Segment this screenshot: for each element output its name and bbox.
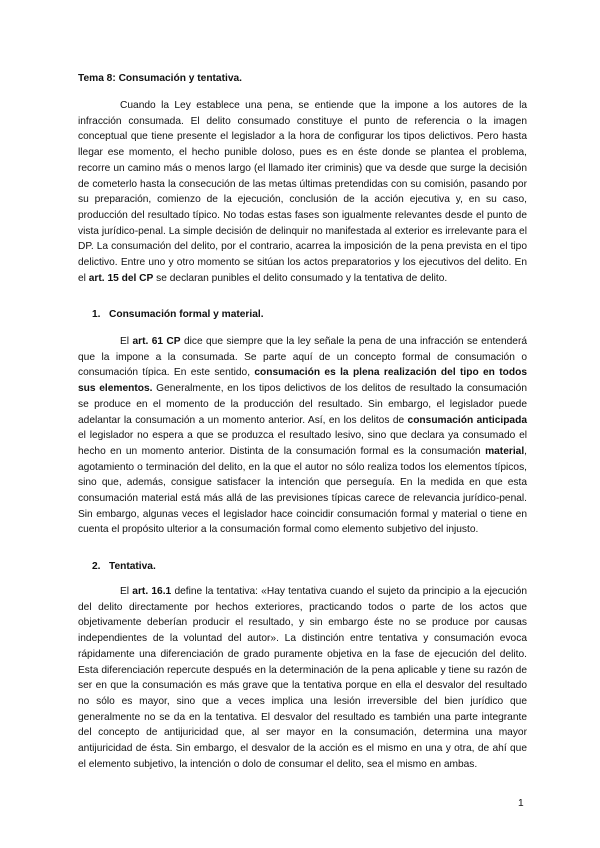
- section-2-heading: [92, 560, 156, 574]
- s1-text-4: el legislador no espera a que se produzca el resultado lesivo, sino que declara ya consumado el hecho en un momento anterior. Distinta de la consumación formal es la consumación: [78, 430, 527, 457]
- intro-bold-article-15: art. 15 del CP: [88, 272, 154, 284]
- s1-bold-definition: consumación es la plena realización del tipo en todos sus elementos.: [78, 367, 527, 395]
- intro-text-2: se declaran punibles el delito consumado y la tentativa de delito.: [153, 272, 448, 284]
- s1-bold-material: material: [485, 445, 525, 457]
- s1-bold-anticipada: consumación anticipada: [407, 414, 527, 426]
- s1-text-5: , agotamiento o terminación del delito, en la que el autor no sólo realiza todos los elementos típicos, sino que, además, consigue satisfacer la intención que perseguía. En la medida en que esta consumación material está más allá de las previsiones típicas carece de relevancia jurídico-penal. Sin embargo, algunas veces el legislador hace coincidir consumación formal y material o tiene en cuenta el propósito ulterior a la consumación formal como elemento subjetivo del injusto.: [78, 445, 527, 536]
- s1-text-3: Generalmente, en los tipos delictivos de los delitos de resultado la consumación se produce en el momento de la producción del resultado. Sin embargo, el legislador puede adelantar la consumación a un momento anterior. Así, en los delitos de: [78, 383, 528, 426]
- page-number: 1: [518, 798, 524, 809]
- section-1-title: Consumación formal y material.: [109, 309, 264, 320]
- intro-text-1: Cuando la Ley establece una pena, se entiende que la impone a los autores de la infracción consumada. El delito consumado constituye el punto de referencia o la imagen conceptual que tiene presente el legislador a la hora de configurar los tipos delictivos. Pero hasta llegar ese momento, el hecho punible doloso, pues es en éste donde se plantea el problema, recorre un camino más o menos largo (el llamado iter criminis) que va desde que surge la decisión de cometerlo hasta la consecución de las metas últimas pretendidas con su comisión, pasando por su preparación, comienzo de la ejecución, conclusión de la acción ejecutiva y, en su caso, producción del resultado típico. No todas estas fases son igualmente relevantes desde el punto de vista jurídico-penal. La simple decisión de delinquir no manifestada al exterior es irrelevante para el DP. La consumación del delito, por el contrario, acarrea la imposición de la pena prevista en el tipo delictivo. Entre uno y otro momento se sitúan los actos preparatorios y los ejecutivos del delito. En el: [78, 100, 527, 284]
- section-2-title: Tentativa.: [109, 561, 156, 572]
- section-2-number: 2.: [92, 561, 101, 572]
- s1-bold-article-61: art. 61 CP: [132, 336, 181, 347]
- section-1-number: 1.: [92, 309, 101, 320]
- section-2-paragraph: [78, 584, 527, 772]
- s2-text-1: El: [120, 586, 133, 597]
- intro-paragraph: [78, 98, 527, 286]
- s2-text-2: define la tentativa: «Hay tentativa cuando el sujeto da principio a la ejecución del delito directamente por hechos exteriores, practicando todos o parte de los actos que objetivamente deberían producir el resultado, y sin embargo éste no se produce por causas independientes de la voluntad del autor». La distinción entre tentativa y consumación evoca rápidamente una diferenciación de grado puramente objetiva en la fase de ejecución del delito. Esta diferenciación repercute después en la determinación de la pena aplicable y tiene su razón de ser en que la consumación es más grave que la tentativa porque en ella el desvalor del resultado no sólo es mayor, sino que a veces implica una lesión irreversible del bien jurídico que generalmente no se da en la tentativa. El desvalor del resultado es también una parte integrante del concepto de antijuricidad que, al ser mayor en la consumación, determina una mayor antijuricidad de ésta. Sin embargo, el desvalor de la acción es el mismo en una y otra, de ahí que el elemento subjetivo, la intención o dolo de consumar el delito, sea el mismo en ambas.: [78, 586, 527, 770]
- section-1-paragraph: [78, 334, 527, 538]
- s2-bold-article-16: art. 16.1: [132, 586, 172, 597]
- s1-text-2: dice que siempre que la ley señale la pena de una infracción se entenderá que la impone a la consumada. Se parte aquí de un concepto formal de consumación o consumación típica. En este sentido,: [78, 336, 528, 379]
- s1-text-1: El: [120, 336, 133, 347]
- section-1-heading: [92, 308, 264, 322]
- page-title: Tema 8: Consumación y tentativa.: [78, 73, 242, 84]
